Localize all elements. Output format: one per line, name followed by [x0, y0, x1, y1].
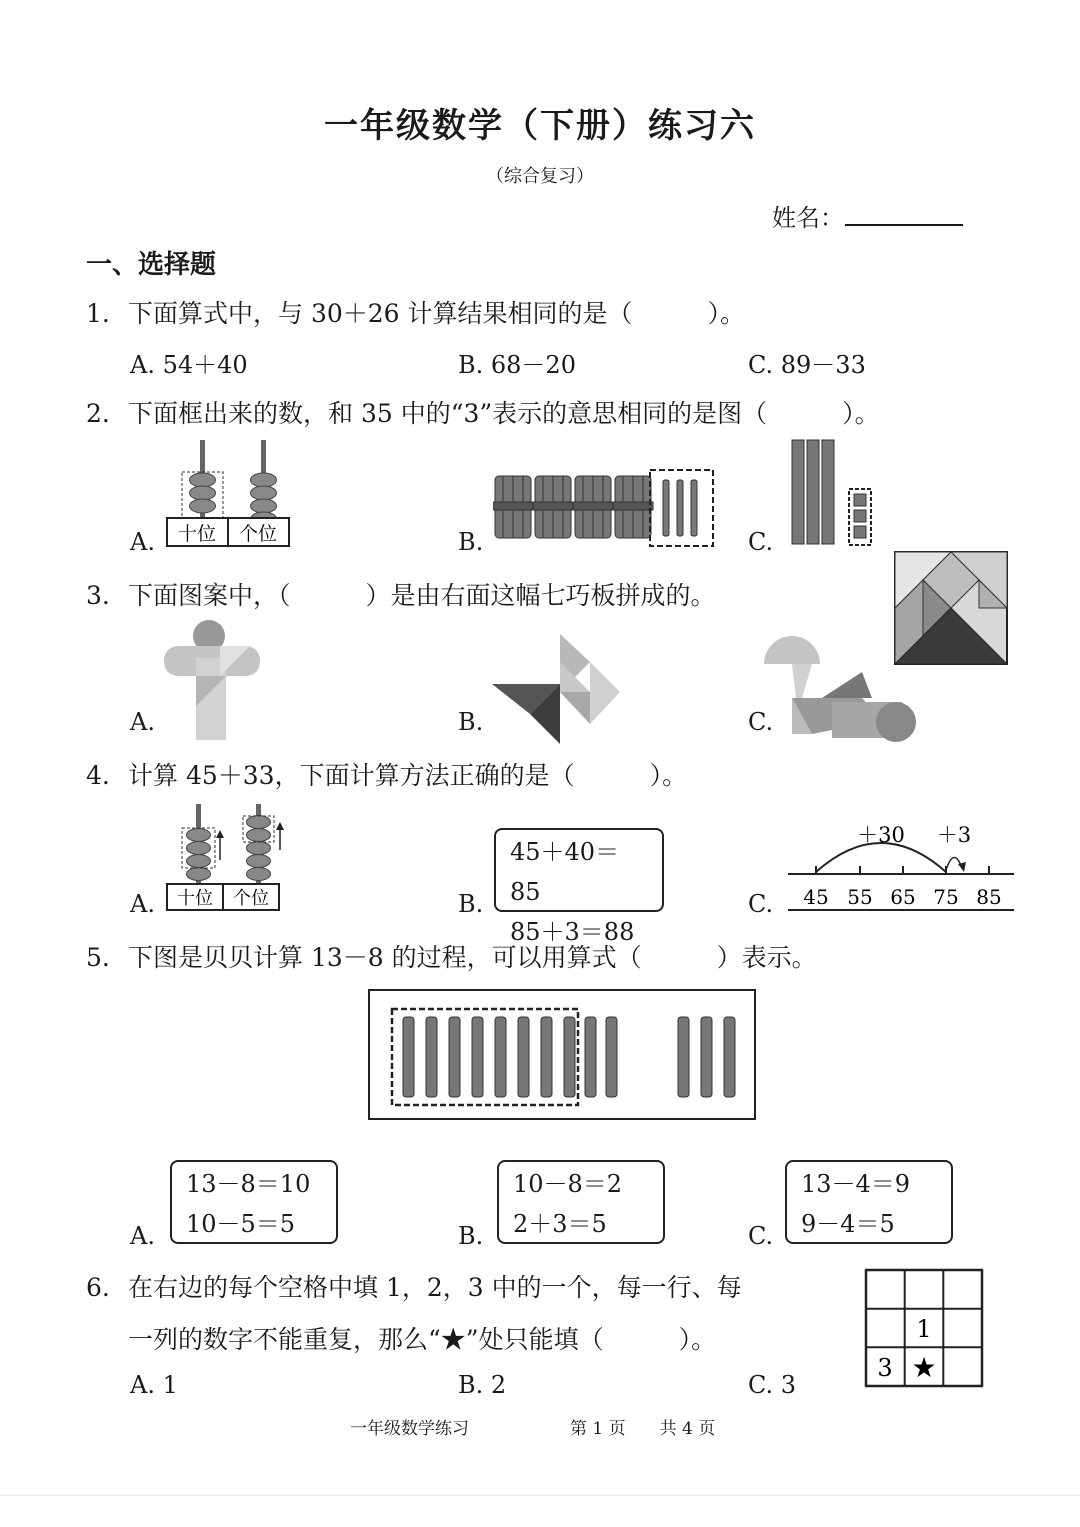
page-subtitle: （综合复习）: [486, 166, 594, 187]
q4-option-c-label[interactable]: C.: [748, 890, 774, 918]
q2-base-ten-rods-figure: [788, 436, 878, 551]
q5-option-b-box[interactable]: [497, 1160, 665, 1244]
question-4: [86, 756, 687, 792]
question-number: 1.: [86, 299, 110, 328]
grid-cell: 1: [916, 1315, 932, 1343]
q5-option-c-box[interactable]: [785, 1160, 953, 1244]
abacus-ones-label: 个位: [238, 523, 278, 545]
question-number: 2.: [86, 399, 110, 428]
q4-number-line-figure: [786, 818, 1018, 916]
question-text: 下面算式中，与 30＋26 计算结果相同的是（ ）。: [128, 299, 746, 328]
question-1: [86, 294, 745, 330]
abacus-tens-label: 十位: [177, 523, 217, 545]
jump-label-3: ＋3: [936, 823, 972, 847]
q3-option-a-label[interactable]: A.: [130, 708, 155, 736]
jump-label-30: ＋30: [857, 823, 905, 847]
q1-option-a[interactable]: A. 54＋40: [130, 351, 248, 379]
question-text: 下面图案中，（ ）是由右面这幅七巧板拼成的。: [128, 581, 716, 610]
equation-line: 10－8＝2: [513, 1170, 623, 1198]
q2-option-b-label[interactable]: B.: [458, 528, 484, 556]
question-number: 6.: [86, 1273, 110, 1302]
question-text: 下图是贝贝计算 13－8 的过程，可以用算式（ ）表示。: [128, 943, 817, 972]
name-label: 姓名：: [772, 204, 844, 232]
q6-number-grid: [864, 1268, 986, 1390]
equation-line: 13－8＝10: [186, 1170, 311, 1198]
question-number: 3.: [86, 581, 110, 610]
q4-option-b-box[interactable]: [494, 828, 664, 946]
footer-subject: 一年级数学练习: [350, 1419, 469, 1439]
abacus-tens-label: 十位: [177, 888, 213, 909]
grid-cell: 3: [877, 1354, 893, 1382]
q3-option-b-label[interactable]: B.: [458, 708, 484, 736]
question-3: [86, 576, 716, 612]
tick-label: 45: [803, 885, 829, 909]
question-6-line-2: 一列的数字不能重复，那么“★”处只能填（ ）。: [128, 1325, 717, 1354]
question-6: [86, 1268, 742, 1304]
q4-option-b-label[interactable]: B.: [458, 890, 484, 918]
question-text: 计算 45＋33，下面计算方法正确的是（ ）。: [128, 761, 688, 790]
q2-abacus-figure: [160, 436, 295, 551]
page-bottom-edge: [0, 1495, 1080, 1496]
name-blank[interactable]: [845, 224, 963, 226]
q5-option-a-box[interactable]: [170, 1160, 338, 1244]
q5-option-a-label[interactable]: A.: [130, 1222, 155, 1250]
page-title: 一年级数学（下册）练习六: [324, 106, 756, 146]
abacus-ones-label: 个位: [233, 888, 269, 909]
question-number: 5.: [86, 943, 110, 972]
q1-option-c[interactable]: C. 89－33: [748, 351, 866, 379]
q2-option-a-label[interactable]: A.: [130, 528, 155, 556]
question-number: 4.: [86, 761, 110, 790]
tick-label: 65: [890, 885, 916, 909]
star-icon: ★: [911, 1351, 937, 1384]
section-heading: 一、选择题: [86, 250, 217, 280]
q2-option-c-label[interactable]: C.: [748, 528, 774, 556]
q3-option-c-label[interactable]: C.: [748, 708, 774, 736]
q6-option-c[interactable]: C. 3: [748, 1371, 797, 1399]
q4-option-a-label[interactable]: A.: [130, 890, 155, 918]
tick-label: 85: [976, 885, 1002, 909]
equation-line: 2＋3＝5: [513, 1210, 607, 1238]
q5-option-b-label[interactable]: B.: [458, 1222, 484, 1250]
q3-option-c-figure: [762, 636, 922, 748]
question-text-line-1: 在右边的每个空格中填 1，2，3 中的一个，每一行、每: [128, 1273, 742, 1302]
q5-sticks-figure: [368, 989, 758, 1121]
question-2: [86, 394, 880, 430]
q5-option-c-label[interactable]: C.: [748, 1222, 774, 1250]
q3-option-a-figure: [160, 618, 270, 743]
question-5: [86, 938, 817, 974]
q6-option-b[interactable]: B. 2: [458, 1371, 507, 1399]
tick-label: 75: [933, 885, 959, 909]
q4-abacus-figure: [160, 800, 295, 915]
equation-line: 45＋40＝85: [510, 838, 620, 906]
tick-label: 55: [847, 885, 873, 909]
footer-page-number: 第 1 页 共 4 页: [570, 1419, 716, 1439]
equation-line: 10－5＝5: [186, 1210, 296, 1238]
question-text: 下面框出来的数，和 35 中的“3”表示的意思相同的是图（ ）。: [128, 399, 880, 428]
equation-line: 85＋3＝88: [510, 918, 635, 946]
q6-option-a[interactable]: A. 1: [130, 1371, 178, 1399]
q2-stick-bundles-figure: [493, 466, 718, 551]
q1-option-b[interactable]: B. 68－20: [458, 351, 576, 379]
equation-line: 13－4＝9: [801, 1170, 911, 1198]
q3-option-b-figure: [490, 632, 630, 747]
equation-line: 9－4＝5: [801, 1210, 895, 1238]
